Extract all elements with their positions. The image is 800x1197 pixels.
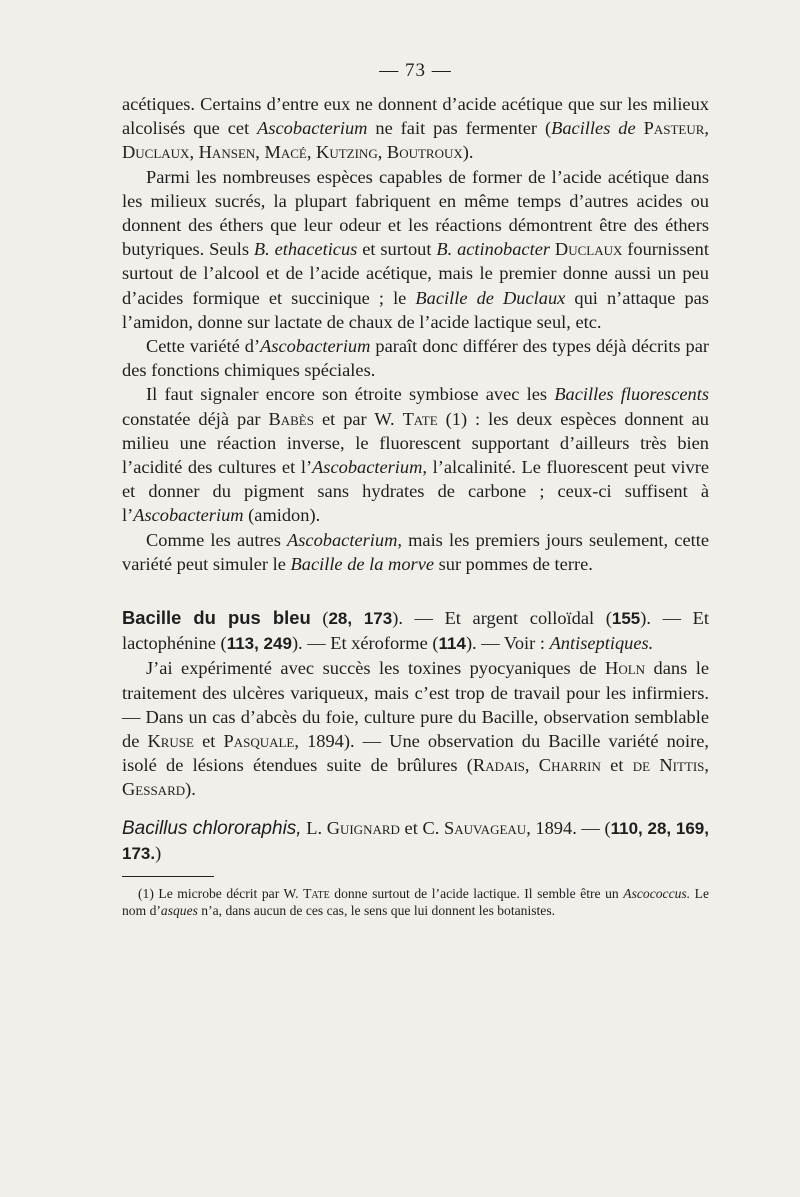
author-name: Pasteur [643,118,705,139]
entry-heading: Bacille du pus bleu [122,607,311,629]
italic-term: Bacilles de [551,118,636,139]
italic-term: Bacilles fluorescents [554,384,709,405]
paragraph-simulation [122,528,709,576]
text-run: Cette variété d’ [146,336,261,357]
author-name: Macé [264,142,307,163]
text-run: ne fait pas fermenter ( [367,118,552,139]
page-number: — 73 — [379,60,452,81]
text-run: Le nom d’ [122,886,709,919]
author-name: Duclaux [554,239,623,260]
text-run: fournissent surtout de l’alcool et de l’acide acétique, mais le premier donne aussi un peu d’acides formique et succinique ; le [122,239,709,308]
entry-bacillus-chlororaphis [122,816,709,866]
author-name: Holn [605,658,646,679]
text-run: sur pommes de terre. [434,553,593,574]
text-run: ). — Voir : [465,633,550,654]
paragraph-acetic-acids [122,92,709,165]
paragraph-species [122,165,709,334]
italic-term: Ascococcus. [623,886,691,902]
text-column [122,60,709,919]
italic-term: Ascobacterium [260,336,371,357]
text-run: constatée déjà par [122,408,269,429]
paragraph-pyocyanic-toxins [122,656,709,801]
text-run: Il faut signaler encore son étroite symbiose avec les [146,384,555,405]
paragraph-variety [122,334,709,382]
text-run: mais les premiers jours seulement, cette variété peut simuler le [122,529,709,574]
text-run: , [524,755,539,776]
italic-term: B. ethaceticus [253,239,358,260]
text-run: , [306,142,317,163]
entry-heading: Bacillus chlororaphis, [122,817,302,839]
text-run: qui n’attaque pas l’amidon, donne sur lactate de chaux de l’acide lactique seul, etc. [122,287,709,332]
italic-term: asques [160,903,198,919]
author-name: Boutroux [386,142,463,163]
italic-term: Ascobacterium [257,118,368,139]
author-name: Sauvageau [443,817,527,838]
text-run: n’a, dans aucun de ces cas, le sens que lui donnent les botanistes. [197,903,556,919]
text-run: ). [185,779,196,800]
footnote-1 [122,885,709,919]
text-run: ). — Et xéroforme ( [291,633,439,654]
author-name: Radais [472,755,525,776]
text-run: , [704,755,709,776]
section-gap [122,802,709,816]
text-run: L. [301,817,327,838]
author-name: Kutzing [316,142,378,163]
italic-term: B. actinobacter [436,239,551,260]
text-run: et [193,731,224,752]
text-run [636,118,644,138]
section-gap [122,576,709,606]
text-run: et [600,755,633,776]
italic-term: Ascobacterium [133,505,244,526]
reference-numbers: 155 [611,609,641,629]
author-name: Duclaux [122,142,190,163]
text-run: , 1894). — Une observation du Bacille variété noire, isolé de lésions étendues suite de brûlures ( [122,731,709,776]
text-run: (1) : les deux espèces donnent au milieu une réaction inverse, le fluorescent supportant d’ailleurs très bien l’acidité des cultures et l’ [122,408,709,478]
entry-bacille-pus-bleu [122,606,709,656]
text-run: ( [310,608,329,629]
text-run: et par W. [313,408,403,429]
text-run: J’ai expérimenté avec succès les toxines pyocyaniques de [146,658,606,679]
text-run: donne surtout de l’acide lactique. Il semble être un [329,886,624,902]
text-run: , [189,142,199,163]
footnotes [122,885,709,919]
text-run: ). — Et lactophénine ( [122,608,709,654]
text-run: (amidon). [243,505,321,526]
reference-numbers: 113, 249 [226,634,292,654]
author-name: Guignard [326,817,400,838]
text-run: , [255,142,265,163]
text-run: (1) Le microbe décrit par W. [138,886,304,902]
author-name: de Nittis [632,755,705,776]
italic-term: Antiseptiques. [549,633,654,654]
author-name: Babès [268,408,314,429]
text-run: et surtout [357,239,437,260]
author-name: Pasquale [223,731,295,752]
author-name: Charrin [538,755,601,776]
text-run: et C. [399,817,444,838]
text-run: ). [462,142,474,163]
italic-term: Bacille de la morve [290,553,435,574]
text-run: Parmi les nombreuses espèces capables de former de l’acide acétique dans les milieux sucrés, la plupart fabriquent en même temps d’autres acides ou donnent des éthers que leur odeur et les réactions démontrent être des éthers butyriques. Seuls [122,166,709,260]
footnote-rule [122,876,214,877]
text-run: , [704,118,709,139]
author-name: Gessard [122,779,186,800]
paragraph-symbiosis [122,382,709,527]
author-name: Tate [402,408,438,429]
text-run: dans le traitement des ulcères variqueux, mais c’est trop de travail pour les infirmiers. — Dans un cas d’abcès du foie, culture pure du Bacille, observation semblable de [122,658,709,752]
reference-numbers: 110, 28, 169, 173. [122,818,709,863]
text-run: ). — Et argent colloïdal ( [392,608,612,629]
author-name: Hansen [198,142,256,163]
text-run: paraît donc différer des types déjà décrits par des fonctions chimiques spéciales. [122,336,710,381]
italic-term: Ascobacterium, [312,457,427,478]
italic-term: Ascobacterium, [287,529,402,550]
text-run: ) [155,842,162,863]
author-name: Kruse [147,731,194,752]
text-run: , 1894. — ( [526,817,611,838]
italic-term: Bacille de Duclaux [415,287,566,308]
text-run: , [377,142,387,163]
reference-numbers: 28, 173 [328,609,393,629]
author-name: Tate [303,886,330,902]
reference-numbers: 114 [438,634,466,654]
text-run: acétiques. Certains d’entre eux ne donnent d’acide acétique que sur les milieux alcolisés que cet [122,94,709,139]
text-run: l’alcalinité. Le fluorescent peut vivre et donner du pigment sans hydrates de carbone ; ceux-ci suffisent à l’ [122,457,710,526]
text-run: Comme les autres [146,529,288,550]
